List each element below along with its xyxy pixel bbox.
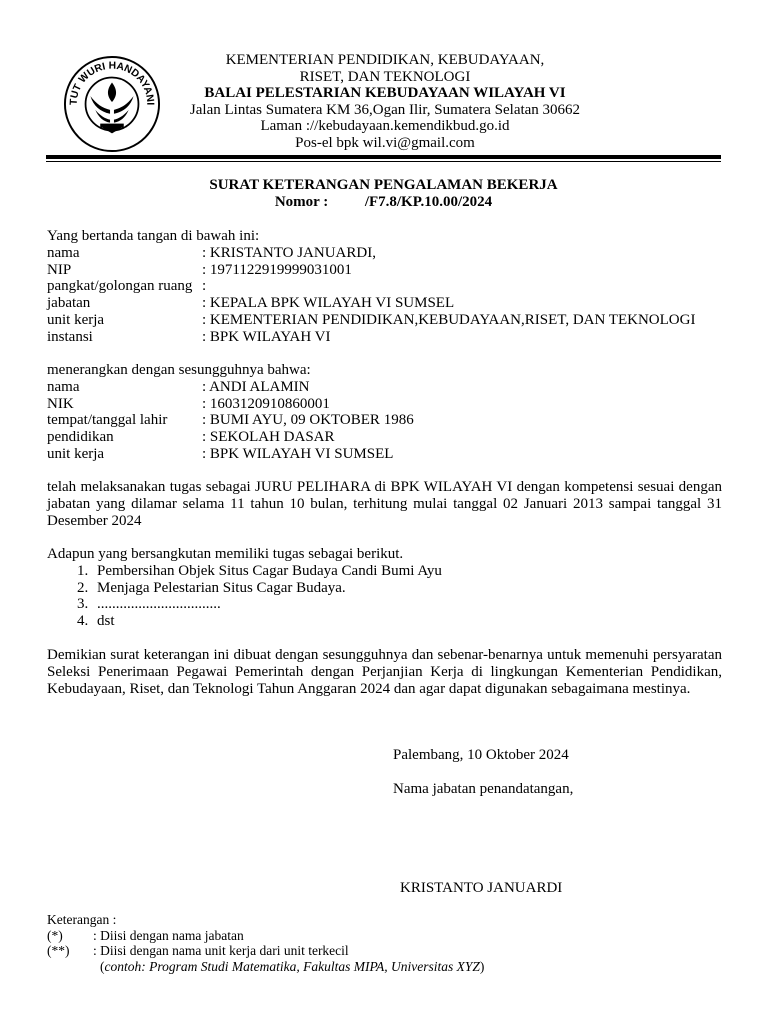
signer-row [47,245,722,262]
note-row [47,943,484,959]
subject-row [47,379,722,396]
note-example [47,959,484,975]
duties-section [47,546,722,630]
signer-row [47,262,722,279]
row-value: : BPK WILAYAH VI SUMSEL [202,445,394,462]
list-item: 3. ................................. [92,596,722,613]
row-label: unit kerja [47,445,105,462]
row-label: pangkat/golongan ruang [47,278,193,295]
signer-row [47,295,722,312]
paren-open: ( [100,958,105,974]
address: Jalan Lintas Sumatera KM 36,Ogan Ilir, Sumatera Selatan 30662 [189,101,581,118]
row-value: : 1971122919999031001 [202,261,352,278]
note-example-text: contoh: Program Studi Matematika, Fakultas MIPA, Universitas XYZ [104,958,480,974]
row-value: : ANDI ALAMIN [202,378,310,395]
notes-section [47,912,484,974]
row-value: : KEMENTERIAN PENDIDIKAN,KEBUDAYAAN,RISET, DAN TEKNOLOGI [202,311,696,328]
row-label: NIP [47,261,72,278]
header-rule-thick [46,155,721,159]
list-item: 1. Pembersihan Objek Situs Cagar Budaya Candi Bumi Ayu [92,563,722,580]
nomor-label: Nomor : [274,194,329,210]
list-item: 4. dst [92,613,722,630]
row-value: : BPK WILAYAH VI [202,328,331,345]
duties-intro: Adapun yang bersangkutan memiliki tugas sebagai berikut. [47,546,404,562]
row-label: unit kerja [47,311,105,328]
row-value: : 1603120910860001 [202,395,330,412]
signer-row [47,278,722,295]
tut-wuri-handayani-logo [63,53,161,155]
row-label: tempat/tanggal lahir [47,412,168,429]
row-label: jabatan [47,295,91,312]
row-value: : KRISTANTO JANUARDI, [202,244,376,261]
row-label: pendidikan [47,429,114,446]
subject-section [47,362,722,463]
logo-motto: TUT WURI HANDAYANI [68,60,156,106]
letterhead [160,52,610,151]
note-text: : Diisi dengan nama unit kerja dari unit terkecil [93,943,349,958]
row-label: nama [47,244,80,261]
signature-name: KRISTANTO JANUARDI [400,880,563,896]
subject-intro: menerangkan dengan sesungguhnya bahwa: [47,362,311,378]
duties-list [47,563,722,630]
subject-row [47,412,722,429]
nomor-value: /F7.8/KP.10.00/2024 [364,194,493,210]
subject-row [47,446,722,463]
row-label: instansi [47,328,93,345]
header-rule-thin [46,161,721,162]
signature-place-date: Palembang, 10 Oktober 2024 [393,747,569,763]
ministry-line-1: KEMENTERIAN PENDIDIKAN, KEBUDAYAAN, [225,52,545,68]
website: Laman ://kebudayaan.kemendikbud.go.id [260,118,510,134]
email: Pos-el bpk wil.vi@gmail.com [295,134,475,151]
row-label: nama [47,378,80,395]
row-value: : [202,278,207,295]
note-row [47,928,484,944]
subject-row [47,429,722,446]
ministry-line-2: RISET, DAN TEKNOLOGI [299,68,471,85]
subject-row [47,396,722,413]
institution-name: BALAI PELESTARIAN KEBUDAYAAN WILAYAH VI [204,85,566,101]
list-item: 2. Menjaga Pelestarian Situs Cagar Budaya. [92,580,722,597]
signer-intro: Yang bertanda tangan di bawah ini: [47,228,260,244]
closing-paragraph: Demikian surat keterangan ini dibuat dengan sesungguhnya dan sebenar-benarnya untuk memenuhi persyaratan Seleksi Penerimaan Pegawai Pemerintah dengan Perjanjian Kerja di lingkungan Kementerian Pendidikan, Kebudayaan, Riset, dan Teknologi Tahun Anggaran 2024 dan agar dapat digunakan sebagaimana mestinya. [47,647,722,697]
row-value: : BUMI AYU, 09 OKTOBER 1986 [202,412,414,429]
notes-heading: Keterangan : [47,912,117,927]
note-text: : Diisi dengan nama jabatan [93,927,244,943]
document-number [46,194,721,211]
document-title [46,177,721,211]
note-mark: (*) [47,927,63,943]
note-mark: (**) [47,943,70,958]
signer-row [47,329,722,346]
signature-position: Nama jabatan penandatangan, [393,781,574,797]
signer-row [47,312,722,329]
signer-section [47,228,722,346]
row-value: : SEKOLAH DASAR [202,429,335,446]
title-heading: SURAT KETERANGAN PENGALAMAN BEKERJA [209,177,558,193]
row-label: NIK [47,395,74,412]
employment-paragraph: telah melaksanakan tugas sebagai JURU PELIHARA di BPK WILAYAH VI dengan kompetensi sesuai dengan jabatan yang dilamar selama 11 tahun 10 bulan, terhitung mulai tanggal 02 Januari 2013 sampai tanggal 31 Desember 2024 [47,479,722,529]
paren-close: ) [479,958,485,974]
row-value: : KEPALA BPK WILAYAH VI SUMSEL [202,295,455,312]
